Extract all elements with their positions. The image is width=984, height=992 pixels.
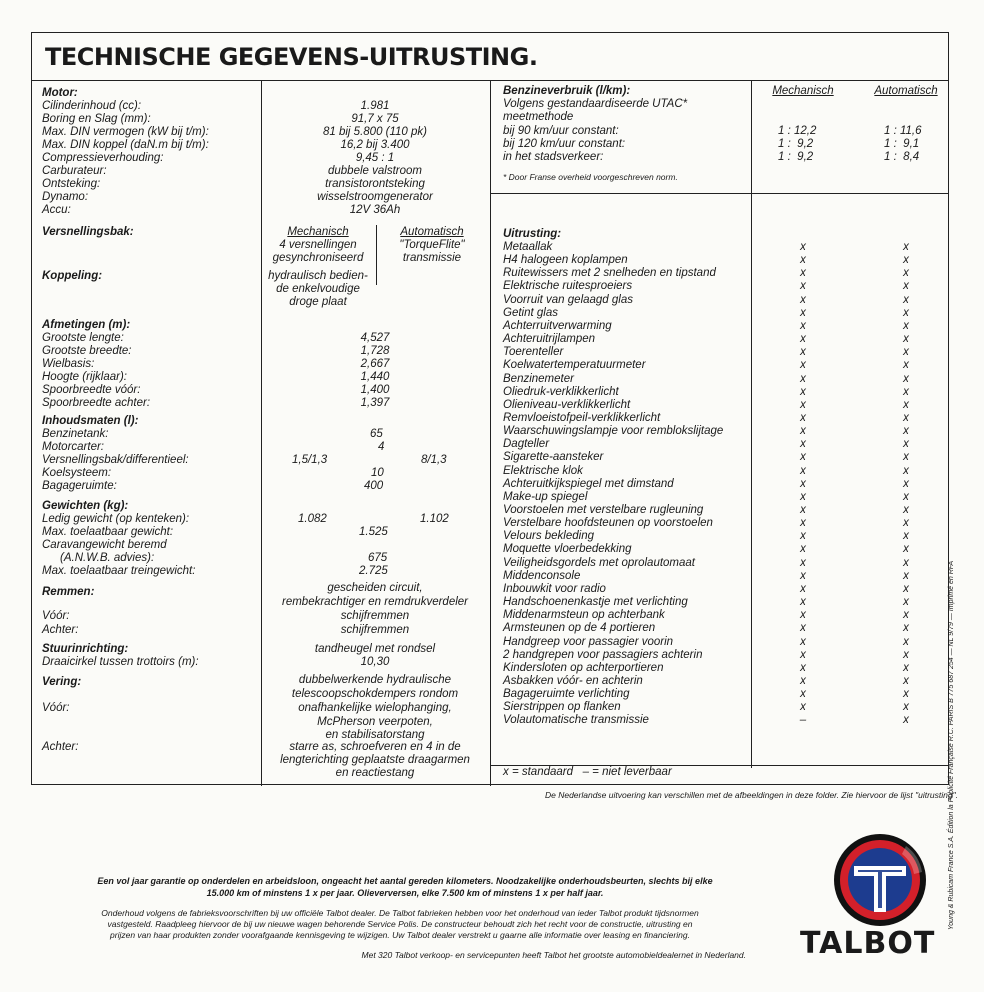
equipment-auto-mark: x: [903, 319, 909, 332]
equipment-mech-mark: x: [800, 280, 806, 293]
equipment-item: Elektrische klok: [503, 464, 583, 477]
spec-value: 675: [368, 552, 388, 564]
equipment-auto-mark: x: [903, 674, 909, 687]
equip-col-divider: [751, 195, 752, 768]
spec-value: 81 bij 5.800 (110 pk): [323, 126, 427, 138]
equipment-mech-mark: x: [800, 254, 806, 267]
equipment-auto-mark: x: [903, 490, 909, 503]
equipment-auto-mark: x: [903, 280, 909, 293]
equipment-mech-mark: x: [800, 517, 806, 530]
equipment-item: Verstelbare hoofdsteunen op voorstoelen: [503, 517, 713, 530]
equipment-mech-mark: x: [800, 385, 806, 398]
gearbox-mech-text: gesynchroniseerd: [272, 252, 364, 264]
equipment-auto-mark: x: [903, 306, 909, 319]
equipment-auto-mark: x: [903, 569, 909, 582]
spec-value: 400: [364, 480, 384, 492]
equipment-auto-mark: x: [903, 477, 909, 490]
equipment-mech-mark: x: [800, 490, 806, 503]
equipment-item: Dagteller: [503, 438, 550, 451]
gearbox-auto-text: transmissie: [402, 252, 462, 264]
section-heading-clutch: Koppeling:: [42, 270, 103, 282]
spec-label: Cilinderinhoud (cc):: [42, 100, 142, 112]
equipment-auto-mark: x: [903, 451, 909, 464]
equipment-mech-mark: x: [800, 582, 806, 595]
equipment-mech-mark: x: [800, 609, 806, 622]
equipment-legend: x = standaard – = niet leverbaar: [503, 766, 672, 778]
spec-label: Vóór:: [42, 610, 70, 622]
spec-label: Max. toelaatbaar gewicht:: [42, 526, 174, 538]
spec-label: Max. DIN koppel (daN.m bij t/m):: [42, 139, 209, 151]
equipment-item: Elektrische ruitesproeiers: [503, 280, 633, 293]
equipment-mech-mark: x: [800, 701, 806, 714]
equipment-mech-mark: x: [800, 674, 806, 687]
brakes-rear-value: schijfremmen: [340, 624, 410, 636]
equipment-item: Armsteunen op de 4 portieren: [503, 622, 656, 635]
suspension-front-text: McPherson veerpoten,: [317, 716, 433, 728]
clutch-text: droge plaat: [289, 296, 347, 308]
equipment-item: Olieniveau-verklikkerlicht: [503, 398, 631, 411]
equipment-auto-mark: x: [903, 293, 909, 306]
equipment-mech-mark: x: [800, 241, 806, 253]
spec-label: Grootste lengte:: [42, 332, 124, 344]
equipment-auto-mark: x: [903, 530, 909, 543]
fuel-bottom-rule: [490, 193, 949, 194]
equipment-item: Handschoenenkastje met verlichting: [503, 596, 688, 609]
equipment-item: Remvloeistofpeil-verklikkerlicht: [503, 411, 661, 424]
equipment-item: Sigarette-aansteker: [503, 451, 604, 464]
equipment-auto-mark: x: [903, 254, 909, 267]
equipment-item: Voorstoelen met verstelbare rugleuning: [503, 504, 704, 516]
spec-label: Hoogte (rijklaar):: [42, 371, 127, 383]
equipment-auto-mark: x: [903, 556, 909, 569]
equipment-auto-mark: x: [903, 464, 909, 477]
guarantee-text: Een vol jaar garantie op onderdelen en arbeidsloon, ongeacht het aantal gereden kilometers. Noodzakelijke onderhoudsbeurten, slechts bij elke 15.000 km of minstens 1 x per jaar. Olieverversen, elke 7.500 km of minstens 1 x per half jaar.: [97, 876, 713, 898]
spec-value: 1,397: [360, 397, 390, 409]
equipment-item: Benzinemeter: [503, 372, 574, 385]
equipment-mech-mark: x: [800, 267, 806, 280]
equipment-mech-mark: x: [800, 306, 806, 319]
fuel-value-mech: 1 : 12,2: [778, 125, 817, 137]
equipment-item: Koelwatertemperatuurmeter: [503, 359, 646, 372]
equipment-mech-mark: x: [800, 411, 806, 424]
equipment-item: Achteruitkijkspiegel met dimstand: [503, 477, 674, 490]
talbot-logo-icon: [832, 832, 928, 928]
spec-label: Versnellingsbak/differentieel:: [42, 454, 189, 466]
equipment-item: 2 handgrepen voor passagiers achterin: [503, 648, 703, 661]
equipment-auto-mark: x: [903, 622, 909, 635]
center-divider: [490, 80, 491, 786]
equipment-auto-mark: x: [903, 359, 909, 372]
fuel-value-auto: 1 : 8,4: [884, 151, 920, 163]
spec-label: Achter:: [42, 741, 79, 753]
equipment-auto-mark: x: [903, 438, 909, 451]
gearbox-mech-header: Mechanisch: [287, 226, 349, 238]
equipment-mech-mark: x: [800, 319, 806, 332]
fuel-value-mech: 1 : 9,2: [778, 151, 814, 163]
brakes-text: rembekrachtiger en remdrukverdeler: [282, 596, 468, 608]
spec-value: 1,440: [360, 371, 390, 383]
suspension-text: telescoopschokdempers rondom: [291, 688, 459, 700]
spec-value-mech: 1,5/1,3: [292, 454, 328, 466]
equipment-auto-mark: x: [903, 333, 909, 346]
equipment-auto-mark: x: [903, 346, 909, 359]
equipment-mech-mark: x: [800, 556, 806, 569]
section-heading-gearbox: Versnellingsbak:: [42, 226, 134, 238]
spec-label: Compressieverhouding:: [42, 152, 164, 164]
equipment-mech-mark: x: [800, 569, 806, 582]
spec-value-auto: 1.102: [420, 513, 449, 525]
spec-value: 10: [371, 467, 384, 479]
section-heading-fuel: Benzineverbruik (l/km):: [503, 85, 631, 97]
equipment-item: H4 halogeen koplampen: [503, 254, 628, 267]
equipment-mech-mark: x: [800, 596, 806, 609]
equipment-item: Oliedruk-verklikkerlicht: [503, 385, 619, 398]
suspension-front-text: onafhankelijke wielophanging,: [298, 702, 452, 714]
spec-label: Vóór:: [42, 702, 70, 714]
spec-value: wisselstroomgenerator: [317, 191, 433, 203]
section-heading-motor: Motor:: [42, 87, 78, 99]
equipment-mech-mark: x: [800, 293, 806, 306]
fuel-footnote: * Door Franse overheid voorgeschreven norm.: [503, 172, 678, 182]
clutch-text: hydraulisch bedien-: [268, 270, 368, 282]
equipment-item: Asbakken vóór- en achterin: [503, 674, 643, 687]
spec-label: Spoorbreedte achter:: [42, 397, 151, 409]
fuel-label: bij 120 km/uur constant:: [503, 138, 626, 150]
equipment-item: Getint glas: [503, 306, 558, 319]
spec-label: Koelsysteem:: [42, 467, 112, 479]
equipment-item: Sierstrippen op flanken: [503, 701, 621, 714]
equipment-auto-mark: x: [903, 398, 909, 411]
equipment-auto-mark: x: [903, 688, 909, 701]
fuel-value-mech: 1 : 9,2: [778, 138, 814, 150]
spec-label: Draaicirkel tussen trottoirs (m):: [42, 656, 199, 668]
equipment-auto-mark: x: [903, 661, 909, 674]
spec-label: Max. DIN vermogen (kW bij t/m):: [42, 126, 209, 138]
equipment-mech-mark: –: [799, 714, 807, 727]
equipment-item: Middenconsole: [503, 569, 581, 582]
suspension-rear-text: starre as, schroefveren en 4 in de: [289, 741, 461, 753]
steering-value: tandheugel met rondsel: [314, 643, 436, 655]
page-title: TECHNISCHE GEGEVENS-UITRUSTING.: [45, 43, 538, 71]
spec-value: 4,527: [360, 332, 390, 344]
spec-value: transistorontsteking: [325, 178, 425, 190]
spec-value: 1.525: [359, 526, 388, 538]
equipment-auto-mark: x: [903, 596, 909, 609]
equipment-mech-mark: x: [800, 333, 806, 346]
suspension-rear-text: lengterichting geplaatste draagarmen: [280, 754, 470, 766]
equipment-mech-mark: x: [800, 648, 806, 661]
equipment-mech-mark: x: [800, 622, 806, 635]
spec-value: 12V 36Ah: [349, 204, 401, 216]
section-heading-weights: Gewichten (kg):: [42, 500, 129, 512]
equipment-auto-mark: x: [903, 635, 909, 648]
spec-label: Carburateur:: [42, 165, 107, 177]
equipment-auto-mark: x: [903, 701, 909, 714]
spec-label: Motorcarter:: [42, 441, 104, 453]
equipment-item: Bagageruimte verlichting: [503, 688, 630, 701]
spec-value: 2.725: [359, 565, 388, 577]
brakes-front-value: schijfremmen: [340, 610, 410, 622]
equipment-item: Achterruitverwarming: [503, 319, 612, 332]
equipment-auto-mark: x: [903, 543, 909, 556]
spec-value-auto: 8/1,3: [421, 454, 447, 466]
spec-label: Max. toelaatbaar treingewicht:: [42, 565, 196, 577]
spec-label: Dynamo:: [42, 191, 89, 203]
spec-value: 4: [378, 441, 385, 453]
equipment-auto-mark: x: [903, 582, 909, 595]
brand-name: TALBOT: [800, 926, 936, 961]
spec-value: 91,7 x 75: [351, 113, 399, 125]
suspension-text: dubbelwerkende hydraulische: [298, 674, 452, 686]
gearbox-auto-text: "TorqueFlite": [399, 239, 465, 251]
section-heading-dimensions: Afmetingen (m):: [42, 319, 131, 331]
fuel-col-divider: [751, 80, 752, 195]
fuel-label: bij 90 km/uur constant:: [503, 125, 619, 137]
spec-value: 1,728: [360, 345, 390, 357]
equipment-auto-mark: x: [903, 241, 909, 253]
spec-value: 1,400: [360, 384, 390, 396]
spec-label: Accu:: [42, 204, 71, 216]
equipment-auto-mark: x: [903, 385, 909, 398]
fuel-text: meetmethode: [503, 111, 574, 123]
equipment-item: Waarschuwingslampje voor remblokslijtage: [503, 425, 724, 438]
spec-label: Achter:: [42, 624, 79, 636]
equipment-item: Velours bekleding: [503, 530, 594, 543]
spec-value: 65: [370, 428, 383, 440]
spec-label: Wielbasis:: [42, 358, 95, 370]
equipment-auto-mark: x: [903, 267, 909, 280]
equipment-auto-mark: x: [903, 372, 909, 385]
equipment-mech-mark: x: [800, 543, 806, 556]
equipment-item: Middenarmsteun op achterbank: [503, 609, 665, 622]
fuel-value-auto: 1 : 9,1: [884, 138, 920, 150]
side-print-info: Young & Rubicam France S.A. Édition la Publicité Française R.C. PARIS B 775 687 254 — NL 9/79 — Imprimé en RFA: [948, 560, 955, 930]
equipment-item: Veiligheidsgordels met oprolautomaat: [503, 556, 695, 569]
equipment-item: Handgreep voor passagier voorin: [503, 635, 674, 648]
equipment-item: Inbouwkit voor radio: [503, 582, 606, 595]
turning-circle-value: 10,30: [360, 656, 390, 668]
spec-label: Bagageruimte:: [42, 480, 117, 492]
spec-value: 9,45 : 1: [355, 152, 395, 164]
equipment-mech-mark: x: [800, 504, 806, 516]
equipment-auto-mark: x: [903, 504, 909, 516]
spec-label: Boring en Slag (mm):: [42, 113, 151, 125]
equipment-mech-mark: x: [800, 477, 806, 490]
equipment-item: Achteruitrijlampen: [503, 333, 596, 346]
equipment-item: Voorruit van gelaagd glas: [503, 293, 633, 306]
section-heading-equipment: Uitrusting:: [503, 228, 562, 240]
clutch-text: de enkelvoudige: [276, 283, 360, 295]
legend-rule: [490, 765, 949, 766]
equipment-mech-mark: x: [800, 438, 806, 451]
spec-label: Caravangewicht beremd: [42, 539, 167, 551]
suspension-rear-text: en reactiestang: [335, 767, 415, 779]
equipment-mech-mark: x: [800, 398, 806, 411]
equipment-auto-mark: x: [903, 714, 909, 727]
equipment-mech-mark: x: [800, 635, 806, 648]
equipment-auto-mark: x: [903, 609, 909, 622]
spec-value: 2,667: [360, 358, 390, 370]
equipment-item: Kindersloten op achterportieren: [503, 661, 664, 674]
equipment-item: Ruitewissers met 2 snelheden en tipstand: [503, 267, 716, 280]
section-heading-suspension: Vering:: [42, 676, 82, 688]
equipment-auto-mark: x: [903, 648, 909, 661]
equipment-mech-mark: x: [800, 451, 806, 464]
fuel-col-auto-header: Automatisch: [874, 85, 938, 97]
maintenance-disclaimer: Onderhoud volgens de fabrieksvoorschriften bij uw officiële Talbot dealer. De Talbot fabrieken hebben voor het onderhoud van ieder Talbot produkt tijdsnormen vastgesteld. Raadpleeg hiervoor de bij uw nieuwe wagen behorende Service Polis. De constructeur behoudt zich het recht voor de constructie, uitrusting en prijzen van haar produkten zonder voorafgaande kennisgeving te wijzigen. Uw Talbot dealer verstrekt u gaarne alle informatie over leasing en financiering.: [101, 908, 699, 940]
equipment-item: Metaallak: [503, 241, 553, 253]
equipment-mech-mark: x: [800, 346, 806, 359]
section-heading-capacities: Inhoudsmaten (l):: [42, 415, 139, 427]
section-heading-steering: Stuurinrichting:: [42, 643, 129, 655]
equipment-mech-mark: x: [800, 661, 806, 674]
equipment-auto-mark: x: [903, 411, 909, 424]
gearbox-auto-header: Automatisch: [400, 226, 464, 238]
equipment-item: Moquette vloerbedekking: [503, 543, 632, 556]
equipment-auto-mark: x: [903, 517, 909, 530]
spec-label: Grootste breedte:: [42, 345, 132, 357]
suspension-front-text: en stabilisatorstang: [325, 729, 425, 741]
equipment-mech-mark: x: [800, 530, 806, 543]
spec-label: Ontsteking:: [42, 178, 101, 190]
spec-label: Ledig gewicht (op kenteken):: [42, 513, 190, 525]
gearbox-mech-text: 4 versnellingen: [279, 239, 357, 251]
equipment-mech-mark: x: [800, 464, 806, 477]
spec-label: Spoorbreedte vóór:: [42, 384, 141, 396]
spec-label: Benzinetank:: [42, 428, 109, 440]
equipment-item: Toerenteller: [503, 346, 564, 359]
equipment-mech-mark: x: [800, 359, 806, 372]
fuel-value-auto: 1 : 11,6: [884, 125, 922, 137]
equipment-mech-mark: x: [800, 372, 806, 385]
fuel-text: Volgens gestandaardiseerde UTAC*: [503, 98, 688, 110]
spec-value: 16,2 bij 3.400: [340, 139, 410, 151]
brakes-text: gescheiden circuit,: [327, 582, 423, 594]
spec-value: 1.981: [360, 100, 390, 112]
nederlandse-note: De Nederlandse uitvoering kan verschillen met de afbeeldingen in deze folder. Zie hiervoor de lijst "uitrusting".: [544, 790, 958, 800]
fuel-col-mech-header: Mechanisch: [772, 85, 834, 97]
spec-value: dubbele valstroom: [328, 165, 422, 177]
equipment-auto-mark: x: [903, 425, 909, 438]
fuel-label: in het stadsverkeer:: [503, 151, 604, 163]
equipment-mech-mark: x: [800, 425, 806, 438]
dealer-note: Met 320 Talbot verkoop- en servicepunten heeft Talbot het grootste automobieldealernet in Nederland.: [361, 950, 746, 960]
spec-label: (A.N.W.B. advies):: [60, 552, 155, 564]
equipment-item: Make-up spiegel: [503, 490, 588, 503]
section-heading-brakes: Remmen:: [42, 586, 95, 598]
equipment-item: Volautomatische transmissie: [503, 714, 649, 727]
equipment-mech-mark: x: [800, 688, 806, 701]
spec-value-mech: 1.082: [298, 513, 327, 525]
